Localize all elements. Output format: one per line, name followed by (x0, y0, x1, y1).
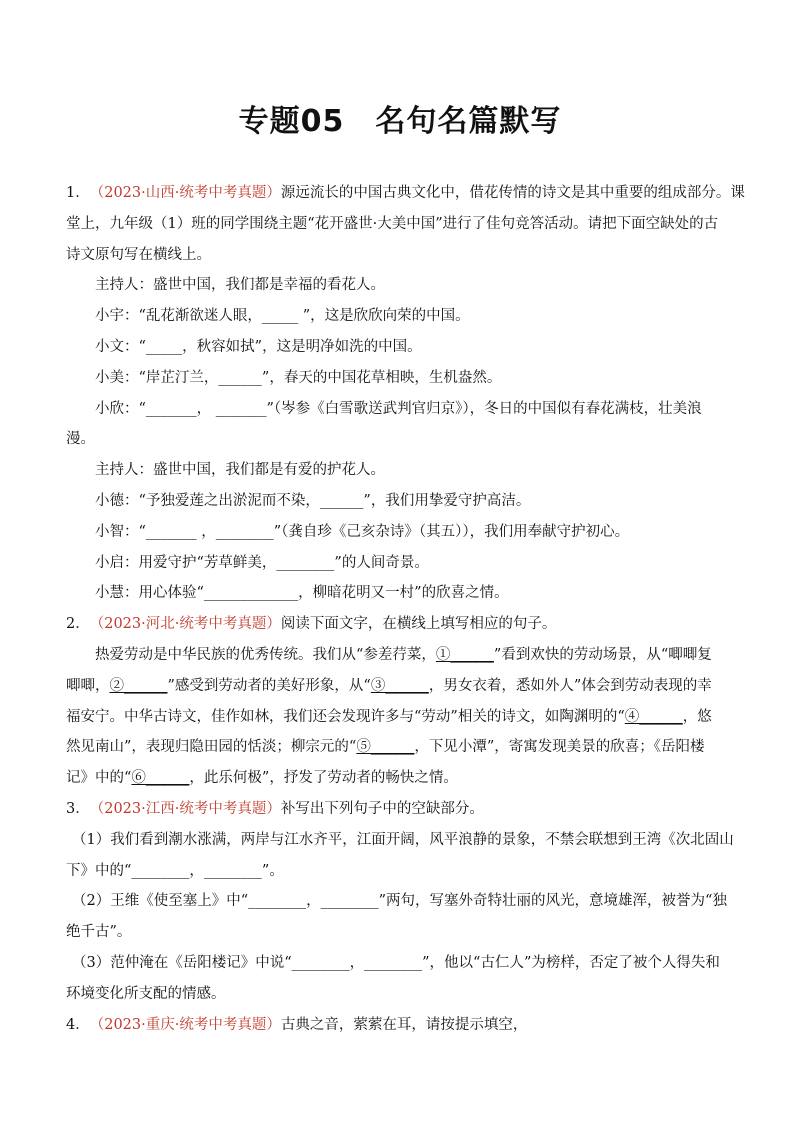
question-number: 2． (66, 616, 90, 633)
question-text: 补写出下列句子中的空缺部分。 (280, 800, 484, 817)
passage-line-4: 然见南山”，表现归隐田园的恬淡；柳宗元的“⑤______，下见小潭”，寄寓发现美景的欣喜；《岳阳楼 (66, 739, 705, 756)
question-1-line-1 (66, 178, 745, 209)
passage-line-5: 记》中的“⑥______，此乐何极”，抒发了劳动者的畅快之情。 (66, 770, 458, 787)
sub-question-1-cont: 下》中的“________，________”。 (66, 862, 284, 879)
passage-line-1: 热爱劳动是中华民族的优秀传统。我们从“参差荇菜，①______”看到欢快的劳动场景，从“唧唧复 (95, 646, 712, 663)
dialogue-xiaoxin-cont: 漫。 (66, 431, 95, 448)
question-source: （2023·江西·统考中考真题） (89, 800, 281, 817)
blank-6: ⑥______ (131, 770, 190, 787)
question-1-line-3: 诗文原句写在横线上。 (66, 246, 211, 263)
passage-line-3: 福安宁。中华古诗文，佳作如林，我们还会发现许多与“劳动”相关的诗文，如陶渊明的“④______，悠 (66, 708, 712, 725)
page-title: 专题05 名句名篇默写 (238, 104, 562, 139)
dialogue-host-1: 主持人：盛世中国，我们都是幸福的看花人。 (95, 277, 385, 294)
question-1-line-2: 堂上，九年级（1）班的同学围绕主题“花开盛世·大美中国”进行了佳句竞答活动。请把下面空缺处的古 (66, 215, 719, 232)
question-source: （2023·重庆·统考中考真题） (89, 1016, 281, 1033)
blank-3: ③______ (370, 677, 429, 694)
dialogue-xiaoxin: 小欣：“_______， _______”（岑参《白雪歌送武判官归京》），冬日的中国似有春花满枝，壮美浪 (95, 400, 702, 417)
question-4-line-1 (66, 1010, 742, 1041)
blank-5: ⑤______ (356, 739, 415, 756)
sub-question-3: （3）范仲淹在《岳阳楼记》中说“________，________”，他以“古仁人”为榜样，否定了被个人得失和 (72, 954, 720, 971)
dialogue-host-2: 主持人：盛世中国，我们都是有爱的护花人。 (95, 462, 385, 479)
passage-line-2: 唧唧，②______”感受到劳动者的美好形象，从“③______，男女衣着，悉如外人”体会到劳动表现的幸 (66, 677, 712, 694)
dialogue-xiaoqi: 小启：用爱守护“芳草鲜美，________”的人间奇景。 (95, 554, 429, 571)
dialogue-xiaode: 小德：“予独爱莲之出淤泥而不染，______”，我们用挚爱守护高洁。 (95, 492, 531, 509)
sub-question-3-cont: 环境变化所支配的情感。 (66, 985, 226, 1002)
blank-2: ②______ (109, 677, 168, 694)
sub-question-2: （2）王维《使至塞上》中“________，________”两句，写塞外奇特壮丽的风光，意境雄浑，被誉为“独 (72, 893, 727, 910)
question-number: 1． (66, 185, 90, 201)
question-text: 源远流长的中国古典文化中，借花传情的诗文是其中重要的组成部分。课 (280, 185, 745, 201)
question-number: 4． (66, 1016, 90, 1033)
dialogue-xiaomei: 小美：“岸芷汀兰，______”，春天的中国花草相映，生机盎然。 (95, 369, 502, 386)
question-text: 古典之音，萦萦在耳，请按提示填空， (280, 1016, 528, 1033)
sub-question-2-cont: 绝千古”。 (66, 924, 132, 941)
question-3-line-1 (66, 794, 742, 825)
dialogue-xiaohui: 小慧：用心体验“_____________，柳暗花明又一村”的欣喜之情。 (95, 585, 509, 602)
question-source: （2023·河北·统考中考真题） (89, 616, 281, 633)
dialogue-xiaowen: 小文：“_____，秋容如拭”，这是明净如洗的中国。 (95, 338, 422, 355)
sub-question-1: （1）我们看到潮水涨满，两岸与江水齐平，江面开阔，风平浪静的景象，不禁会联想到王湾《次北固山 (72, 831, 734, 848)
question-2-line-1 (66, 609, 742, 640)
blank-1: ①______ (435, 646, 494, 663)
question-number: 3． (66, 800, 90, 817)
question-text: 阅读下面文字，在横线上填写相应的句子。 (280, 616, 557, 633)
dialogue-xiaozhi: 小智：“_______ ，________”（龚自珍《己亥杂诗》（其五）），我们用奉献守护初心。 (95, 523, 630, 540)
question-source: （2023·山西·统考中考真题） (89, 185, 281, 201)
blank-4: ④______ (624, 708, 683, 725)
content (66, 178, 745, 1040)
dialogue-xiaoyu: 小宇：“乱花渐欲迷人眼，_____ ”，这是欣欣向荣的中国。 (95, 308, 470, 325)
